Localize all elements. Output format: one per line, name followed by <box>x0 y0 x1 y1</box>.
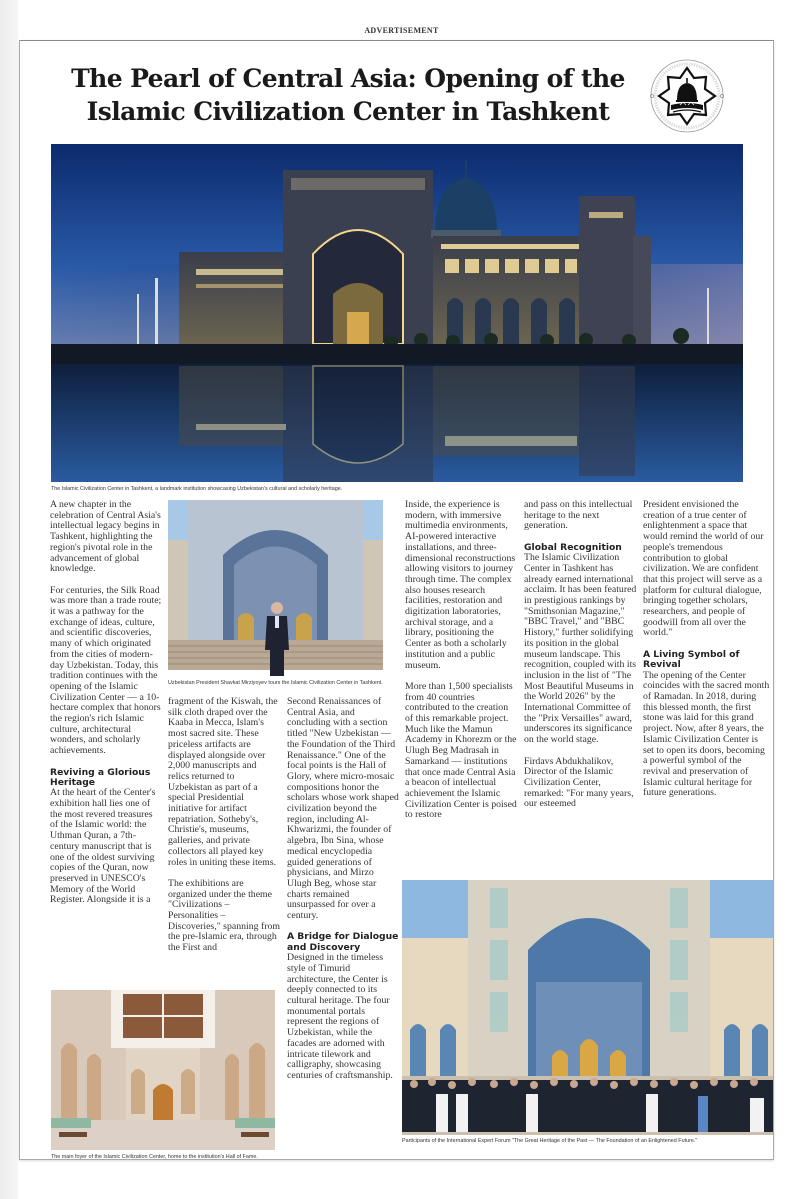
foyer-hall-illustration <box>51 990 275 1150</box>
advertisement-label: ADVERTISEMENT <box>364 26 439 35</box>
photo-expert-forum-caption: Participants of the International Expert Forum "The Great Heritage of the Past — The Foundation of an Enlightened Future." <box>402 1138 698 1144</box>
president-at-portal-illustration <box>168 500 383 678</box>
center-night-illustration <box>51 144 743 482</box>
section-heading-global-recognition: Global Recognition <box>524 541 622 553</box>
headline <box>44 62 652 128</box>
photo-president-tour <box>168 500 383 678</box>
article-paragraph: Designed in the timeless style of Timurid architecture, the Center is deeply connected to its cultural heritage. The four monumental portals represent the regions of Uzbekistan, while the facades are adorned with intricate tilework and calligraphy, showcasing centuries of craftsmanship. <box>287 952 393 1081</box>
article-paragraph: The exhibitions are organized under the theme "Civilizations – Personalities – Discoveries," spanning from the pre-Islamic era, through the First and <box>168 877 281 954</box>
section-heading-living-symbol: A Living Symbol of Revival <box>643 648 740 671</box>
page-gutter <box>0 0 18 1199</box>
headline-line-2: Islamic Civilization Center in Tashkent <box>86 97 610 126</box>
article-paragraph: and pass on this intellectual heritage to the next generation. <box>524 499 633 532</box>
article-paragraph: fragment of the Kiswah, the silk cloth draped over the Kaaba in Mecca, Islam's most sacred site. These priceless artifacts are displayed alongside over 2,000 manuscripts and relics returned to Uzbekistan as part of a special Presidential initiative for artifact repatriation. Sotheby's, Christie's, museums, galleries, and private collectors all played key roles in uniting these items. <box>168 696 278 868</box>
article-column-5 <box>524 500 637 821</box>
islamic-civilization-center-emblem-icon <box>647 56 727 136</box>
article-paragraph: President envisioned the creation of a true center of enlightenment a space that would remind the world of our people's tremendous contribution to global civilization. We are confident that this project will serve as a platform for cultural dialogue, bringing together scholars, researchers, and people of goodwill from all over the world." <box>643 499 764 639</box>
article-column-1 <box>50 500 162 917</box>
article-paragraph: More than 1,500 specialists from 40 countries contributed to the creation of this remarkable project. Much like the Mamun Academy in Khorezm or the Ulugh Beg Madrasah in Samarkand — institutions that once made Central Asia a beacon of intellectual achievement the Islamic Civilization Center is poised to restore <box>405 680 517 821</box>
photo-main-foyer <box>51 990 275 1150</box>
section-heading-bridge-dialogue: A Bridge for Dialogue and Discovery <box>287 931 399 953</box>
headline-line-1: The Pearl of Central Asia: Opening of the <box>71 64 625 93</box>
forum-group-illustration <box>402 880 773 1135</box>
article-paragraph: A new chapter in the celebration of Central Asia's intellectual legacy begins in Tashkent, highlighting the region's pivotal role in the advancement of global knowledge. <box>50 499 161 575</box>
article-column-4 <box>405 500 518 832</box>
article-paragraph: At the heart of the Center's exhibition hall lies one of the most revered treasures of the Islamic world: the Uthman Quran, a 7th-century manuscript that is one of the oldest surviving copies of the Quran, now preserved in UNESCO's Memory of the World Register. Alongside it is a <box>50 787 156 906</box>
article-paragraph: For centuries, the Silk Road was more than a trade route; it was a pathway for the exchange of ideas, culture, and scientific discoveries, many of which originated from the cities of modern-day Uzbekistan. Today, this tradition continues with the opening of the Islamic Civilization Center — a 10-hectare complex that honors the region's rich Islamic culture, architectural wonders, and scholarly achievements. <box>50 584 162 757</box>
hero-photo-center-at-night <box>51 144 743 482</box>
article-paragraph: Firdavs Abdukhalikov, Director of the Islamic Civilization Center, remarked: "For many years, our esteemed <box>524 755 634 810</box>
photo-president-caption: Uzbekistan President Shavkat Mirziyoyev tours the Islamic Civilization Center in Tashkent. <box>168 680 383 686</box>
article-column-6 <box>643 500 771 810</box>
article-paragraph: The Islamic Civilization Center in Tashkent has already earned international acclaim. It has been featured in prestigious rankings by "Smithsonian Magazine," "BBC Travel," and "BBC History," further solidifying its position in the global museum landscape. This recognition, coupled with its inclusion in the list of "The Most Beautiful Museums in the World 2026" by the International Committee of the "Prix Versailles" award, underscores its significance on the world stage. <box>524 552 637 746</box>
article-paragraph: Inside, the experience is modern, with immersive multimedia environments, AI-powered interactive installations, and three-dimensional reconstructions allowing visitors to journey through time. The complex also houses research facilities, restoration and digitization laboratories, archival storage, and a library, positioning the Center as both a scholarly institution and a public museum. <box>405 499 516 671</box>
article-column-3 <box>287 697 399 1092</box>
section-heading-reviving-heritage: Reviving a Glorious Heritage <box>50 766 151 788</box>
article-paragraph: Second Renaissances of Central Asia, and concluding with a section titled "New Uzbekistan — the Foundation of the Third Renaissance." One of the focal points is the Hall of Glory, where micro-mosaic compositions honor the scholars whose work shaped civilization beyond the region, including Al-Khwarizmi, the founder of algebra, Ibn Sina, whose medical encyclopedia guided generations of physicians, and Mirzo Ulugh Beg, whose star charts remained unsurpassed for over a century. <box>287 696 399 922</box>
article-paragraph: The opening of the Center coincides with the sacred month of Ramadan. In 2018, during this blessed month, the first stone was laid for this grand project. Now, after 8 years, the Islamic Civilization Center is set to open its doors, becoming a powerful symbol of the revival and preservation of Islamic cultural heritage for future generations. <box>643 669 770 799</box>
photo-main-foyer-caption: The main foyer of the Islamic Civilization Center, home to the institution's Hall of Fame. <box>51 1154 258 1160</box>
photo-expert-forum-participants <box>402 880 773 1135</box>
hero-photo-caption: The Islamic Civilization Center in Tashkent, a landmark institution showcasing Uzbekistan's cultural and scholarly heritage. <box>51 486 343 492</box>
article-column-2 <box>168 697 280 965</box>
